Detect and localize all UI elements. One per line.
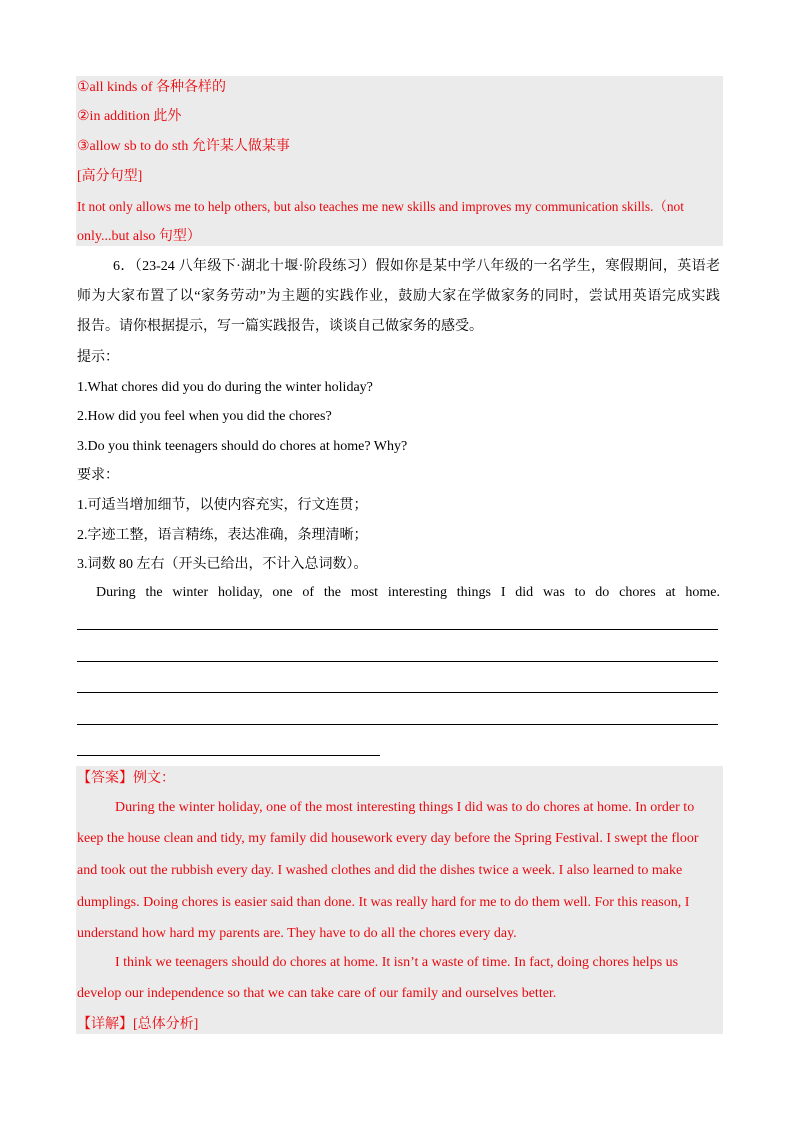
- hint-3: 3.Do you think teenagers should do chores at home? Why?: [77, 439, 408, 454]
- vocab-item-2: ②in addition 此外: [77, 109, 182, 124]
- sentence-line-2: only...but also 句型）: [77, 229, 201, 244]
- hint-1: 1.What chores did you do during the winter holiday?: [77, 380, 373, 395]
- writing-line: [77, 755, 380, 756]
- hint-2: 2.How did you feel when you did the chores?: [77, 409, 332, 424]
- answer-label: 【答案】例文：: [77, 771, 175, 786]
- vocab-item-3: ③allow sb to do sth 允许某人做某事: [77, 139, 290, 154]
- essay-opening: During the winter holiday, one of the most interesting things I did was to do chores at home.: [96, 585, 720, 600]
- vocab-item-1: ①all kinds of 各种各样的: [77, 80, 227, 95]
- sentence-line-1: It not only allows me to help others, but also teaches me new skills and improves my communication skills.（not: [77, 199, 684, 214]
- detail-label: 【详解】[总体分析]: [77, 1017, 199, 1032]
- question-line-3: 报告。请你根据提示，写一篇实践报告，谈谈自己做家务的感受。: [77, 319, 483, 334]
- requirement-2: 2.字迹工整，语言精练，表达准确，条理清晰；: [77, 528, 368, 543]
- writing-line: [77, 661, 718, 662]
- question-line-1: 6．（23-24 八年级下·湖北十堰·阶段练习）假如你是某中学八年级的一名学生，寒假期间，英语老: [113, 259, 720, 274]
- hints-label: 提示：: [77, 350, 119, 365]
- answer-para1-line-4: dumplings. Doing chores is easier said than done. It was really hard for me to do them well. For this reason, I: [77, 895, 690, 910]
- sentence-heading: [高分句型]: [77, 169, 143, 184]
- writing-line: [77, 629, 718, 630]
- answer-para2-line-1: I think we teenagers should do chores at home. It isn’t a waste of time. In fact, doing chores helps us: [115, 955, 679, 970]
- requirement-3: 3.词数 80 左右（开头已给出，不计入总词数）。: [77, 557, 368, 572]
- answer-para2-line-2: develop our independence so that we can take care of our family and ourselves better.: [77, 986, 557, 1001]
- question-line-2: 师为大家布置了以“家务劳动”为主题的实践作业，鼓励大家在学做家务的同时，尝试用英语完成实践: [77, 289, 720, 304]
- answer-para1-line-2: keep the house clean and tidy, my family did housework every day before the Spring Festival. I swept the floor: [77, 831, 699, 846]
- requirements-label: 要求：: [77, 468, 119, 483]
- answer-para1-line-5: understand how hard my parents are. They have to do all the chores every day.: [77, 926, 517, 941]
- requirement-1: 1.可适当增加细节，以使内容充实，行文连贯；: [77, 498, 368, 513]
- answer-para1-line-3: and took out the rubbish every day. I washed clothes and did the dishes twice a week. I also learned to make: [77, 863, 683, 878]
- writing-line: [77, 692, 718, 693]
- top-answer-shade: [76, 76, 723, 246]
- answer-para1-line-1: During the winter holiday, one of the most interesting things I did was to do chores at home. In order to: [115, 800, 695, 815]
- writing-line: [77, 724, 718, 725]
